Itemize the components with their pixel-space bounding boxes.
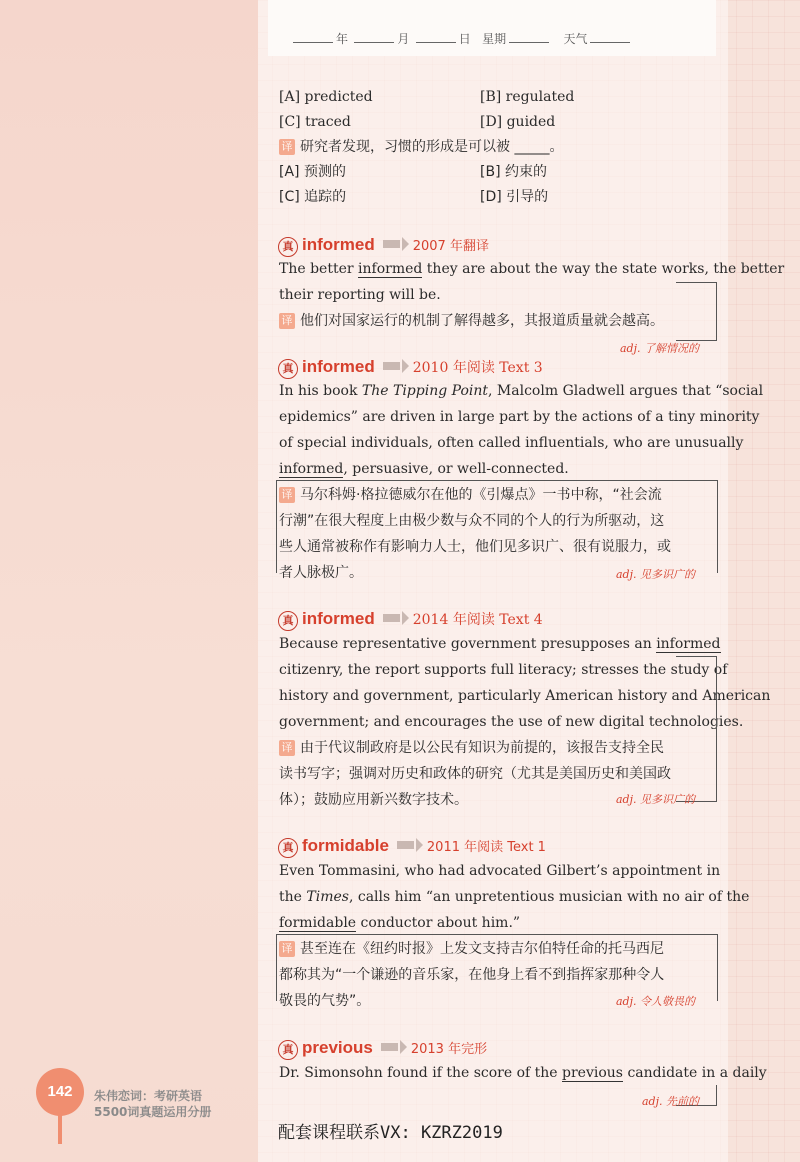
promo-text: 配套课程联系VX: KZRZ2019 xyxy=(278,1123,503,1143)
source: 2007 年翻译 xyxy=(412,239,489,254)
example-en-line: Even Tommasini, who had advocated Gilbert’s appointment in xyxy=(279,863,721,879)
example-zh-line: 译 由于代议制政府是以公民有知识为前提的，该报告支持全民 xyxy=(279,738,664,758)
example-en-line: In his book The Tipping Point, Malcolm Gladwell argues that “social xyxy=(279,383,764,399)
headword: formidable xyxy=(302,836,389,855)
page-number: 142 xyxy=(36,1068,84,1116)
exam-mark-icon: 真 xyxy=(278,838,298,858)
example-zh-line: 敬畏的气势”。 xyxy=(279,993,371,1009)
gloss-bracket xyxy=(676,282,717,341)
date-line: 年 月 日 星期 天气 xyxy=(290,30,633,47)
translation-mark-icon: 译 xyxy=(279,487,295,503)
example-zh-line: 译 他们对国家运行的机制了解得越多，其报道质量就会越高。 xyxy=(279,311,664,331)
entry-heading xyxy=(278,235,489,257)
gloss: adj. 见多识广的 xyxy=(616,568,696,581)
gloss-bracket xyxy=(276,480,718,573)
arrow-icon xyxy=(383,362,407,370)
arrow-icon xyxy=(397,841,421,849)
example-en-line: formidable conductor about him.” xyxy=(279,915,521,931)
example-zh-line: 行潮”在很大程度上由极少数与众不同的个人的行为所驱动，这 xyxy=(279,513,665,529)
option-b-en: [B] regulated xyxy=(480,89,575,105)
exam-mark-icon: 真 xyxy=(278,611,298,631)
example-en-line: Dr. Simonsohn found if the score of the previous candidate in a daily xyxy=(279,1065,767,1081)
option-a-zh: [A] 预测的 xyxy=(279,164,346,180)
option-d-zh: [D] 引导的 xyxy=(480,189,549,205)
option-d-en: [D] guided xyxy=(480,114,556,130)
source: 2010 年阅读 Text 3 xyxy=(412,360,543,376)
entry-heading xyxy=(278,1038,487,1060)
example-en-line: citizenry, the report supports full literacy; stresses the study of xyxy=(279,662,728,678)
example-en-line: their reporting will be. xyxy=(279,287,441,303)
entry-heading xyxy=(278,609,543,631)
headword: informed xyxy=(302,609,375,628)
option-c-zh: [C] 追踪的 xyxy=(279,189,347,205)
exam-mark-icon: 真 xyxy=(278,237,298,257)
option-a-en: [A] predicted xyxy=(279,89,373,105)
example-en-line: government; and encourages the use of new digital technologies. xyxy=(279,714,744,730)
arrow-icon xyxy=(383,240,407,248)
example-en-line: informed, persuasive, or well-connected. xyxy=(279,461,569,477)
gloss-bracket xyxy=(676,656,717,802)
source: 2011 年阅读 Text 1 xyxy=(426,840,546,855)
option-b-zh: [B] 约束的 xyxy=(480,164,547,180)
translation-mark-icon: 译 xyxy=(279,941,295,957)
arrow-icon xyxy=(381,1043,405,1051)
gloss: adj. 令人敬畏的 xyxy=(616,995,696,1008)
left-margin-band xyxy=(0,0,258,1162)
entry-heading xyxy=(278,836,546,858)
gloss: adj. 了解情况的 xyxy=(620,342,700,355)
page-badge-stem xyxy=(58,1112,62,1144)
example-en-line: history and government, particularly American history and American xyxy=(279,688,771,704)
example-zh-line: 都称其为“一个谦逊的音乐家，在他身上看不到指挥家那种令人 xyxy=(279,967,665,983)
example-en-line: epidemics” are driven in large part by the actions of a tiny minority xyxy=(279,409,760,425)
question-translation: 译 研究者发现，习惯的形成是可以被 _____。 xyxy=(279,137,563,157)
translation-mark-icon: 译 xyxy=(279,139,295,155)
gloss: adj. 先前的 xyxy=(642,1095,700,1108)
arrow-icon xyxy=(383,614,407,622)
exam-mark-icon: 真 xyxy=(278,1040,298,1060)
example-zh-line: 者人脉极广。 xyxy=(279,565,363,581)
example-zh-line: 些人通常被称作有影响力人士，他们见多识广、很有说服力，或 xyxy=(279,539,671,555)
headword: informed xyxy=(302,235,375,254)
example-zh-line: 体）；鼓励应用新兴数字技术。 xyxy=(279,792,468,808)
example-en-line: Because representative government presupposes an informed xyxy=(279,636,721,652)
option-c-en: [C] traced xyxy=(279,114,351,130)
headword: informed xyxy=(302,357,375,376)
source: 2014 年阅读 Text 4 xyxy=(412,612,543,628)
example-en-line: of special individuals, often called influentials, who are unusually xyxy=(279,435,744,451)
entry-heading xyxy=(278,357,543,379)
gloss-bracket xyxy=(276,934,718,1001)
translation-mark-icon: 译 xyxy=(279,740,295,756)
diary-header xyxy=(268,0,716,56)
translation-mark-icon: 译 xyxy=(279,313,295,329)
example-en-line: The better informed they are about the way the state works, the better xyxy=(279,261,785,277)
example-zh-line: 译 马尔科姆·格拉德威尔在他的《引爆点》一书中称，“社会流 xyxy=(279,485,662,505)
gloss: adj. 见多识广的 xyxy=(616,793,696,806)
headword: previous xyxy=(302,1038,373,1057)
example-zh-line: 译 甚至连在《纽约时报》上发文支持吉尔伯特任命的托马西尼 xyxy=(279,939,664,959)
example-zh-line: 读书写字；强调对历史和政体的研究（尤其是美国历史和美国政 xyxy=(279,766,671,782)
book-title: 朱伟恋词：考研英语 5500词真题运用分册 xyxy=(94,1089,212,1119)
example-en-line: the Times, calls him “an unpretentious musician with no air of the xyxy=(279,889,750,905)
exam-mark-icon: 真 xyxy=(278,359,298,379)
source: 2013 年完形 xyxy=(410,1042,488,1057)
